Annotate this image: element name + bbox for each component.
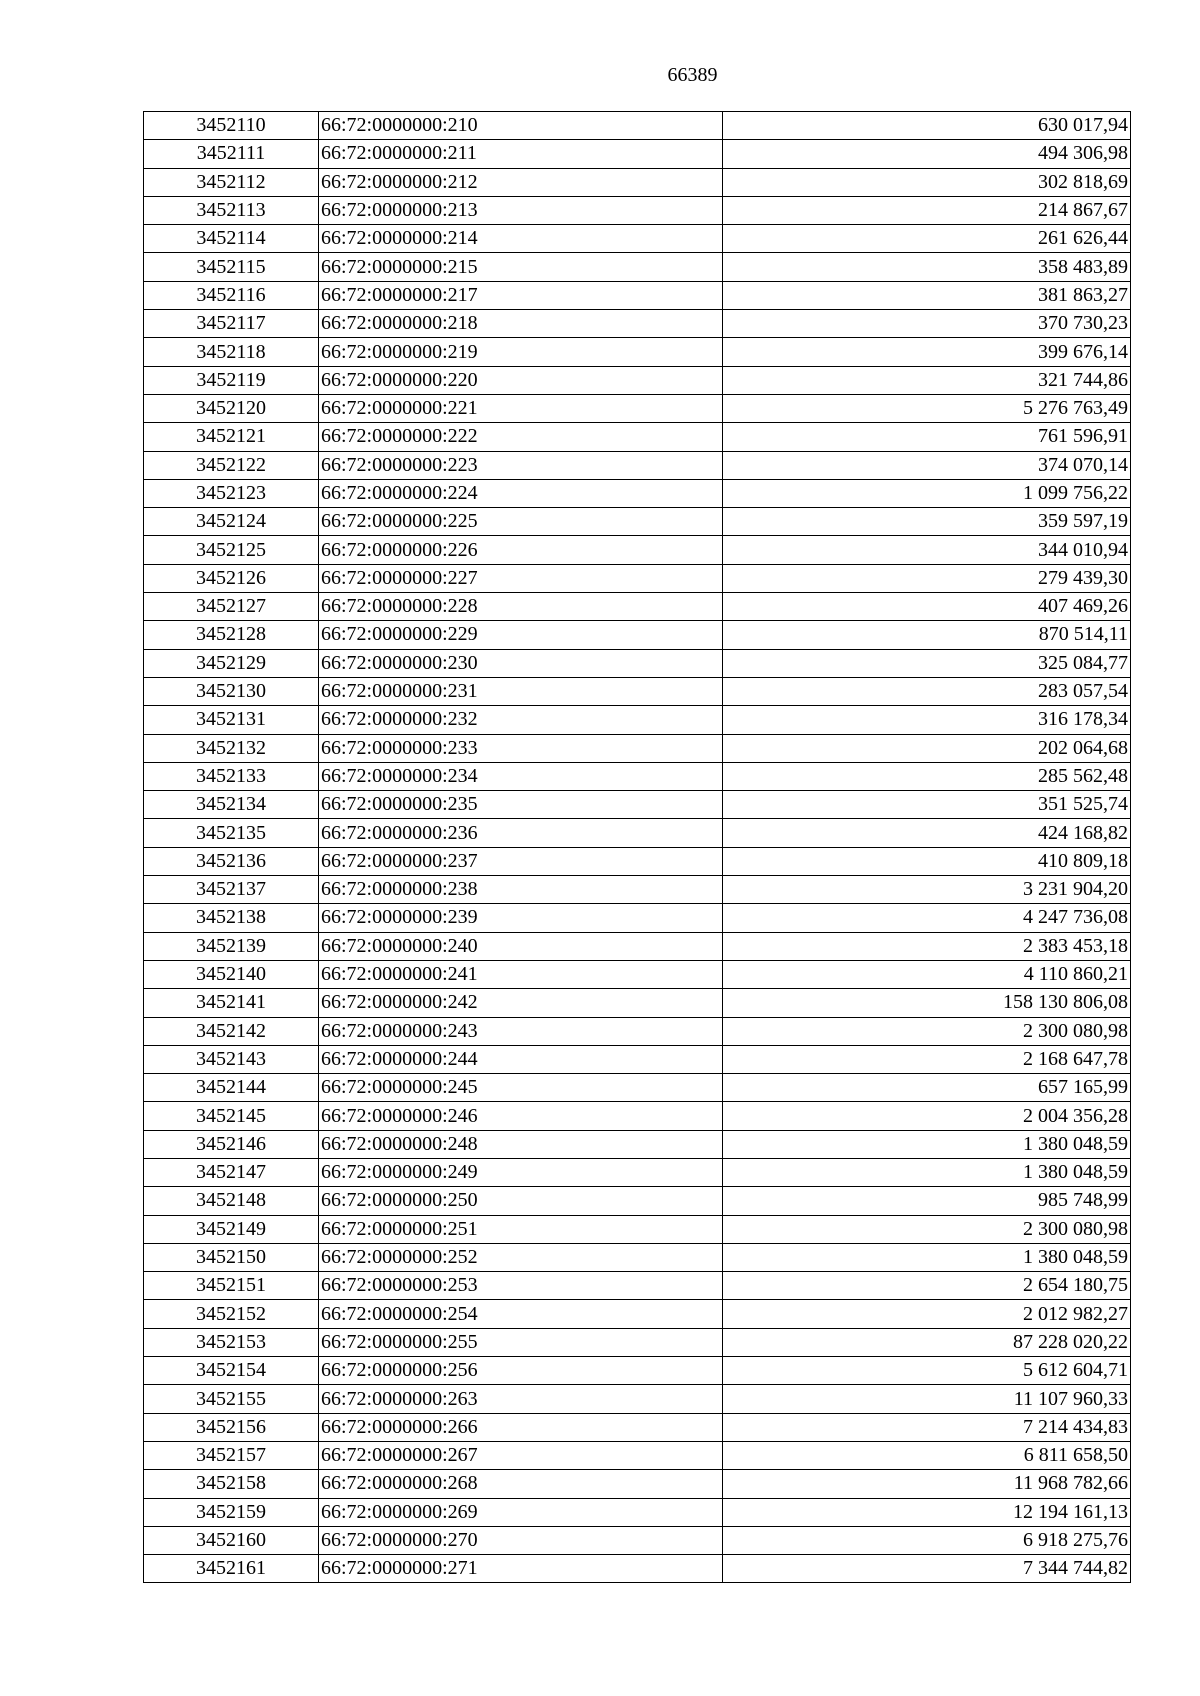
table-row (144, 338, 1131, 366)
table-row (144, 479, 1131, 507)
table-row (144, 1074, 1131, 1102)
cadastral-number-cell: 66:72:0000000:253 (319, 1272, 723, 1300)
cadastral-value-cell: 7 214 434,83 (723, 1413, 1131, 1441)
cadastral-number-cell: 66:72:0000000:224 (319, 479, 723, 507)
cadastral-number-cell: 66:72:0000000:219 (319, 338, 723, 366)
row-number-cell: 3452141 (144, 989, 319, 1017)
cadastral-value-cell: 279 439,30 (723, 564, 1131, 592)
table-row (144, 196, 1131, 224)
cadastral-value-cell: 321 744,86 (723, 366, 1131, 394)
table-row (144, 536, 1131, 564)
cadastral-value-cell: 399 676,14 (723, 338, 1131, 366)
table-row (144, 706, 1131, 734)
table-row (144, 677, 1131, 705)
row-number-cell: 3452117 (144, 310, 319, 338)
cadastral-number-cell: 66:72:0000000:220 (319, 366, 723, 394)
cadastral-number-cell: 66:72:0000000:254 (319, 1300, 723, 1328)
cadastral-number-cell: 66:72:0000000:231 (319, 677, 723, 705)
row-number-cell: 3452150 (144, 1243, 319, 1271)
cadastral-number-cell: 66:72:0000000:228 (319, 593, 723, 621)
table-row (144, 1017, 1131, 1045)
cadastral-value-cell: 494 306,98 (723, 140, 1131, 168)
cadastral-value-cell: 7 344 744,82 (723, 1555, 1131, 1583)
cadastral-number-cell: 66:72:0000000:239 (319, 904, 723, 932)
cadastral-number-cell: 66:72:0000000:229 (319, 621, 723, 649)
row-number-cell: 3452142 (144, 1017, 319, 1045)
cadastral-value-cell: 410 809,18 (723, 847, 1131, 875)
table-row (144, 932, 1131, 960)
table-row (144, 366, 1131, 394)
cadastral-value-cell: 2 300 080,98 (723, 1017, 1131, 1045)
row-number-cell: 3452157 (144, 1441, 319, 1469)
cadastral-value-cell: 285 562,48 (723, 762, 1131, 790)
cadastral-number-cell: 66:72:0000000:225 (319, 508, 723, 536)
row-number-cell: 3452118 (144, 338, 319, 366)
cadastral-value-cell: 4 110 860,21 (723, 960, 1131, 988)
table-row (144, 1045, 1131, 1073)
table-row (144, 1328, 1131, 1356)
table-row (144, 1441, 1131, 1469)
row-number-cell: 3452160 (144, 1526, 319, 1554)
table-row (144, 451, 1131, 479)
cadastral-value-cell: 381 863,27 (723, 281, 1131, 309)
cadastral-value-cell: 2 168 647,78 (723, 1045, 1131, 1073)
cadastral-number-cell: 66:72:0000000:213 (319, 196, 723, 224)
row-number-cell: 3452158 (144, 1470, 319, 1498)
row-number-cell: 3452154 (144, 1357, 319, 1385)
row-number-cell: 3452125 (144, 536, 319, 564)
cadastral-number-cell: 66:72:0000000:236 (319, 819, 723, 847)
cadastral-value-cell: 870 514,11 (723, 621, 1131, 649)
cadastral-value-cell: 1 380 048,59 (723, 1243, 1131, 1271)
cadastral-number-cell: 66:72:0000000:227 (319, 564, 723, 592)
table-row (144, 1300, 1131, 1328)
cadastral-number-cell: 66:72:0000000:210 (319, 112, 723, 140)
cadastral-value-cell: 6 918 275,76 (723, 1526, 1131, 1554)
row-number-cell: 3452116 (144, 281, 319, 309)
row-number-cell: 3452127 (144, 593, 319, 621)
cadastral-number-cell: 66:72:0000000:240 (319, 932, 723, 960)
cadastral-number-cell: 66:72:0000000:232 (319, 706, 723, 734)
cadastral-number-cell: 66:72:0000000:256 (319, 1357, 723, 1385)
row-number-cell: 3452124 (144, 508, 319, 536)
table-row (144, 253, 1131, 281)
cadastral-value-cell: 11 107 960,33 (723, 1385, 1131, 1413)
cadastral-value-cell: 283 057,54 (723, 677, 1131, 705)
table-row (144, 281, 1131, 309)
cadastral-value-cell: 359 597,19 (723, 508, 1131, 536)
cadastral-number-cell: 66:72:0000000:233 (319, 734, 723, 762)
table-row (144, 1526, 1131, 1554)
row-number-cell: 3452123 (144, 479, 319, 507)
row-number-cell: 3452129 (144, 649, 319, 677)
cadastral-number-cell: 66:72:0000000:248 (319, 1130, 723, 1158)
cadastral-number-cell: 66:72:0000000:230 (319, 649, 723, 677)
cadastral-number-cell: 66:72:0000000:268 (319, 1470, 723, 1498)
row-number-cell: 3452114 (144, 225, 319, 253)
table-row (144, 734, 1131, 762)
cadastral-value-cell: 1 380 048,59 (723, 1130, 1131, 1158)
cadastral-number-cell: 66:72:0000000:255 (319, 1328, 723, 1356)
row-number-cell: 3452144 (144, 1074, 319, 1102)
cadastral-value-cell: 630 017,94 (723, 112, 1131, 140)
cadastral-value-cell: 657 165,99 (723, 1074, 1131, 1102)
row-number-cell: 3452134 (144, 791, 319, 819)
table-row (144, 1130, 1131, 1158)
cadastral-value-cell: 424 168,82 (723, 819, 1131, 847)
cadastral-value-cell: 344 010,94 (723, 536, 1131, 564)
table-row (144, 1413, 1131, 1441)
table-row (144, 1215, 1131, 1243)
cadastral-value-cell: 12 194 161,13 (723, 1498, 1131, 1526)
row-number-cell: 3452136 (144, 847, 319, 875)
cadastral-value-cell: 87 228 020,22 (723, 1328, 1131, 1356)
cadastral-number-cell: 66:72:0000000:263 (319, 1385, 723, 1413)
row-number-cell: 3452119 (144, 366, 319, 394)
cadastral-number-cell: 66:72:0000000:270 (319, 1526, 723, 1554)
cadastral-number-cell: 66:72:0000000:246 (319, 1102, 723, 1130)
cadastral-value-cell: 325 084,77 (723, 649, 1131, 677)
table-body (144, 112, 1131, 1583)
cadastral-number-cell: 66:72:0000000:218 (319, 310, 723, 338)
cadastral-number-cell: 66:72:0000000:226 (319, 536, 723, 564)
table-row (144, 310, 1131, 338)
row-number-cell: 3452151 (144, 1272, 319, 1300)
table-row (144, 1555, 1131, 1583)
table-row (144, 1470, 1131, 1498)
cadastral-number-cell: 66:72:0000000:215 (319, 253, 723, 281)
cadastral-value-cell: 5 612 604,71 (723, 1357, 1131, 1385)
cadastral-number-cell: 66:72:0000000:222 (319, 423, 723, 451)
cadastral-number-cell: 66:72:0000000:266 (319, 1413, 723, 1441)
table-row (144, 593, 1131, 621)
row-number-cell: 3452132 (144, 734, 319, 762)
cadastral-value-cell: 316 178,34 (723, 706, 1131, 734)
row-number-cell: 3452161 (144, 1555, 319, 1583)
cadastral-number-cell: 66:72:0000000:221 (319, 394, 723, 422)
table-row (144, 904, 1131, 932)
cadastral-value-cell: 370 730,23 (723, 310, 1131, 338)
cadastral-value-cell: 158 130 806,08 (723, 989, 1131, 1017)
row-number-cell: 3452152 (144, 1300, 319, 1328)
cadastral-value-cell: 1 099 756,22 (723, 479, 1131, 507)
table-row (144, 423, 1131, 451)
table-row (144, 225, 1131, 253)
table-row (144, 394, 1131, 422)
cadastral-value-cell: 2 004 356,28 (723, 1102, 1131, 1130)
table-row (144, 1187, 1131, 1215)
table-row (144, 1385, 1131, 1413)
row-number-cell: 3452140 (144, 960, 319, 988)
row-number-cell: 3452130 (144, 677, 319, 705)
cadastral-value-table (143, 111, 1131, 1583)
cadastral-value-cell: 11 968 782,66 (723, 1470, 1131, 1498)
table-row (144, 1272, 1131, 1300)
row-number-cell: 3452133 (144, 762, 319, 790)
row-number-cell: 3452128 (144, 621, 319, 649)
cadastral-number-cell: 66:72:0000000:241 (319, 960, 723, 988)
table-row (144, 140, 1131, 168)
table-row (144, 508, 1131, 536)
table-row (144, 621, 1131, 649)
row-number-cell: 3452110 (144, 112, 319, 140)
cadastral-number-cell: 66:72:0000000:271 (319, 1555, 723, 1583)
row-number-cell: 3452126 (144, 564, 319, 592)
row-number-cell: 3452149 (144, 1215, 319, 1243)
cadastral-value-cell: 1 380 048,59 (723, 1158, 1131, 1186)
cadastral-number-cell: 66:72:0000000:217 (319, 281, 723, 309)
cadastral-number-cell: 66:72:0000000:212 (319, 168, 723, 196)
cadastral-value-cell: 261 626,44 (723, 225, 1131, 253)
table-row (144, 819, 1131, 847)
cadastral-value-cell: 4 247 736,08 (723, 904, 1131, 932)
row-number-cell: 3452138 (144, 904, 319, 932)
table-row (144, 1102, 1131, 1130)
table-row (144, 168, 1131, 196)
table-row (144, 649, 1131, 677)
cadastral-number-cell: 66:72:0000000:245 (319, 1074, 723, 1102)
cadastral-number-cell: 66:72:0000000:244 (319, 1045, 723, 1073)
row-number-cell: 3452146 (144, 1130, 319, 1158)
cadastral-number-cell: 66:72:0000000:269 (319, 1498, 723, 1526)
cadastral-value-cell: 761 596,91 (723, 423, 1131, 451)
cadastral-value-cell: 3 231 904,20 (723, 876, 1131, 904)
table-row (144, 1357, 1131, 1385)
row-number-cell: 3452121 (144, 423, 319, 451)
page-number: 66389 (667, 64, 718, 86)
cadastral-value-cell: 2 300 080,98 (723, 1215, 1131, 1243)
row-number-cell: 3452135 (144, 819, 319, 847)
table-row (144, 876, 1131, 904)
cadastral-number-cell: 66:72:0000000:242 (319, 989, 723, 1017)
cadastral-value-cell: 351 525,74 (723, 791, 1131, 819)
row-number-cell: 3452137 (144, 876, 319, 904)
row-number-cell: 3452131 (144, 706, 319, 734)
table-row (144, 847, 1131, 875)
row-number-cell: 3452120 (144, 394, 319, 422)
row-number-cell: 3452112 (144, 168, 319, 196)
cadastral-number-cell: 66:72:0000000:214 (319, 225, 723, 253)
table-row (144, 762, 1131, 790)
cadastral-value-cell: 374 070,14 (723, 451, 1131, 479)
cadastral-number-cell: 66:72:0000000:251 (319, 1215, 723, 1243)
row-number-cell: 3452153 (144, 1328, 319, 1356)
row-number-cell: 3452113 (144, 196, 319, 224)
row-number-cell: 3452139 (144, 932, 319, 960)
cadastral-number-cell: 66:72:0000000:234 (319, 762, 723, 790)
row-number-cell: 3452145 (144, 1102, 319, 1130)
row-number-cell: 3452115 (144, 253, 319, 281)
row-number-cell: 3452148 (144, 1187, 319, 1215)
table-row (144, 112, 1131, 140)
row-number-cell: 3452111 (144, 140, 319, 168)
cadastral-value-cell: 202 064,68 (723, 734, 1131, 762)
table-row (144, 989, 1131, 1017)
cadastral-value-cell: 6 811 658,50 (723, 1441, 1131, 1469)
row-number-cell: 3452147 (144, 1158, 319, 1186)
cadastral-number-cell: 66:72:0000000:237 (319, 847, 723, 875)
row-number-cell: 3452159 (144, 1498, 319, 1526)
cadastral-value-cell: 2 383 453,18 (723, 932, 1131, 960)
table-row (144, 1498, 1131, 1526)
cadastral-value-cell: 2 654 180,75 (723, 1272, 1131, 1300)
cadastral-number-cell: 66:72:0000000:223 (319, 451, 723, 479)
cadastral-number-cell: 66:72:0000000:235 (319, 791, 723, 819)
row-number-cell: 3452143 (144, 1045, 319, 1073)
cadastral-value-cell: 2 012 982,27 (723, 1300, 1131, 1328)
row-number-cell: 3452155 (144, 1385, 319, 1413)
cadastral-value-cell: 358 483,89 (723, 253, 1131, 281)
cadastral-value-cell: 214 867,67 (723, 196, 1131, 224)
table-row (144, 1243, 1131, 1271)
cadastral-number-cell: 66:72:0000000:238 (319, 876, 723, 904)
cadastral-number-cell: 66:72:0000000:252 (319, 1243, 723, 1271)
cadastral-number-cell: 66:72:0000000:267 (319, 1441, 723, 1469)
cadastral-number-cell: 66:72:0000000:211 (319, 140, 723, 168)
table-row (144, 960, 1131, 988)
cadastral-value-cell: 302 818,69 (723, 168, 1131, 196)
cadastral-value-cell: 5 276 763,49 (723, 394, 1131, 422)
cadastral-value-cell: 985 748,99 (723, 1187, 1131, 1215)
cadastral-number-cell: 66:72:0000000:250 (319, 1187, 723, 1215)
cadastral-number-cell: 66:72:0000000:243 (319, 1017, 723, 1045)
row-number-cell: 3452156 (144, 1413, 319, 1441)
table-row (144, 791, 1131, 819)
cadastral-number-cell: 66:72:0000000:249 (319, 1158, 723, 1186)
table-row (144, 1158, 1131, 1186)
cadastral-value-cell: 407 469,26 (723, 593, 1131, 621)
row-number-cell: 3452122 (144, 451, 319, 479)
table-row (144, 564, 1131, 592)
